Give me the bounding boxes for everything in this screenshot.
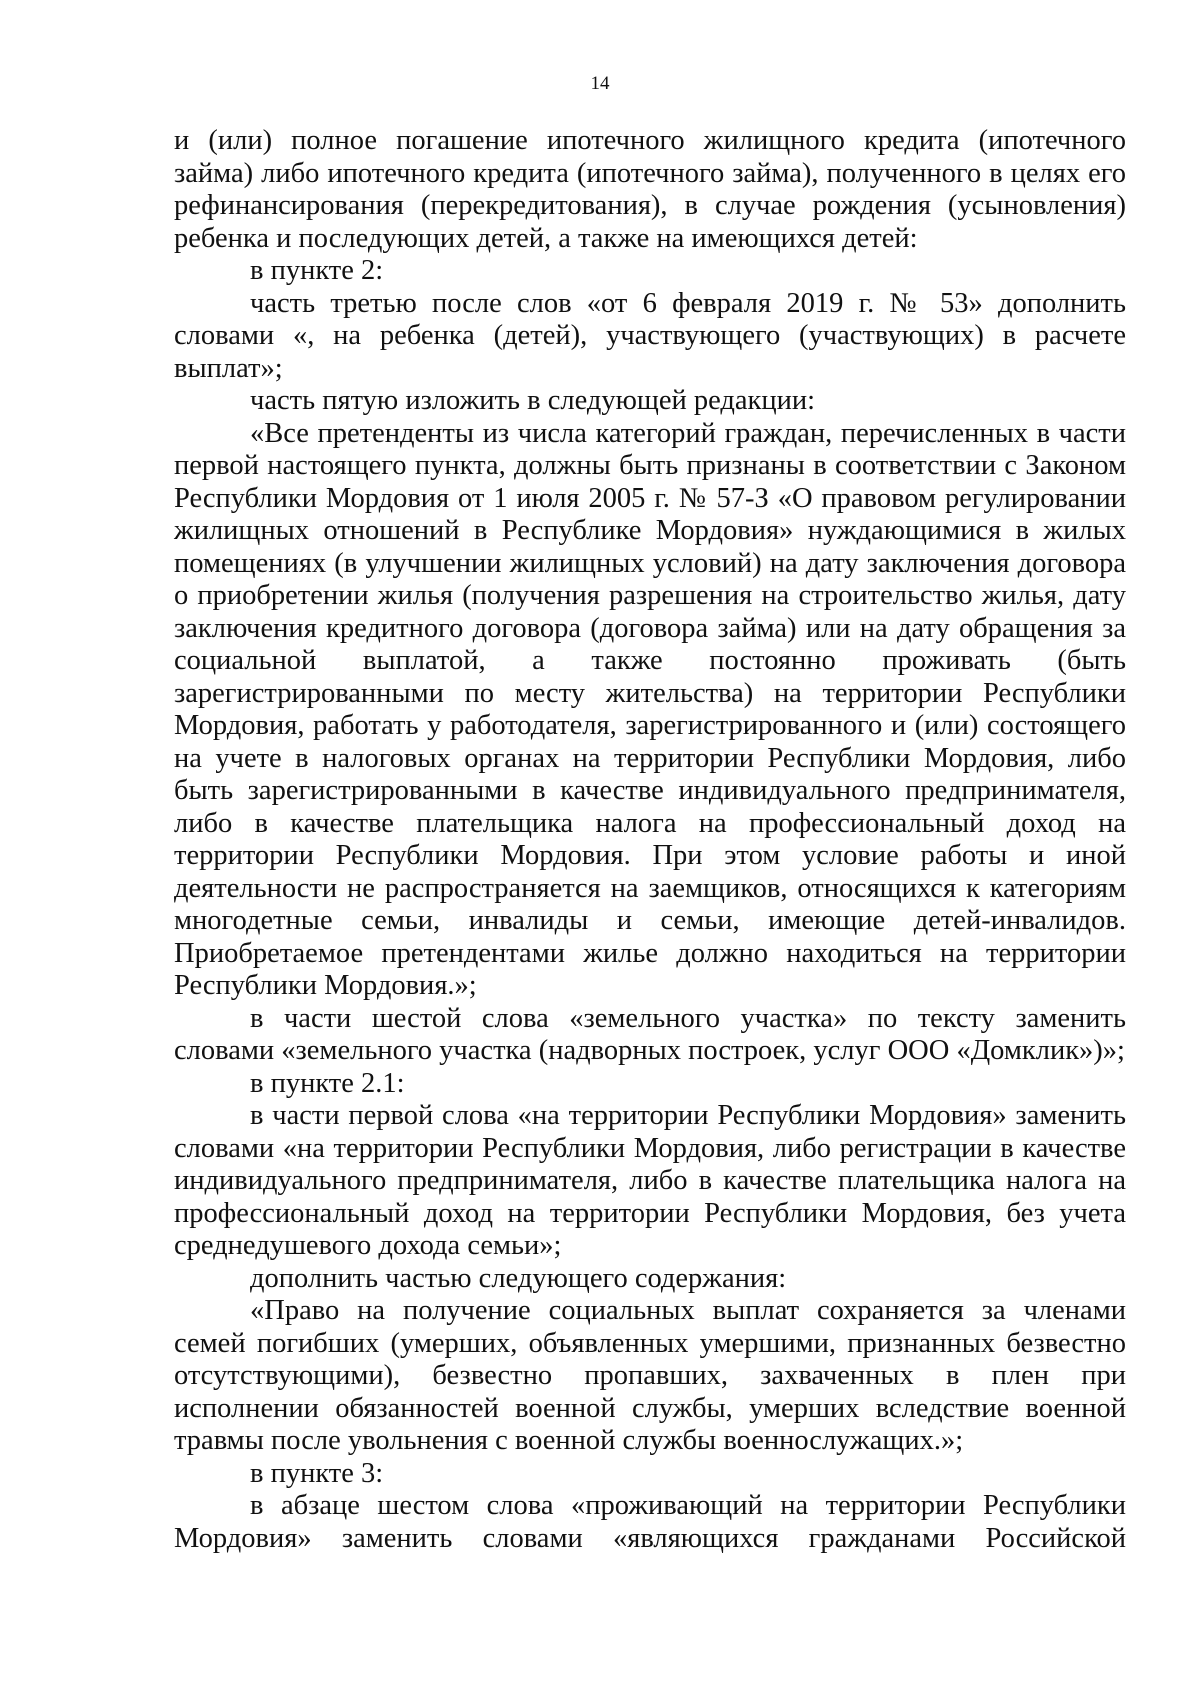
paragraph-social-payments-right: «Право на получение социальных выплат сохраняется за членами семей погибших (умерших, объявленных умершими, признанных безвестно отсутствующими), безвестно пропавших, захваченных в плен при исполнении обязанностей военной службы, умерших вследствие военной травмы после увольнения с военной службы военнослужащих.»;: [174, 1295, 1126, 1456]
paragraph-add-part-heading: дополнить частью следующего содержания:: [250, 1262, 787, 1294]
paragraph-continuation: и (или) полное погашение ипотечного жилищного кредита (ипотечного займа) либо ипотечного кредита (ипотечного займа), полученного в целях его рефинансирования (перекредитования), в случае рождения (усыновления) ребенка и последующих детей, а также на имеющихся детей:: [174, 125, 1126, 254]
paragraph-part-five-heading: часть пятую изложить в следующей редакции:: [250, 385, 816, 416]
paragraph-part-three-amendment: часть третью после слов «от 6 февраля 2019 г. № 53» дополнить словами «, на ребенка (детей), участвующего (участвующих) в расчете выплат»;: [174, 287, 1126, 384]
paragraph-point-3-heading: в пункте 3:: [250, 1457, 384, 1489]
paragraph-part-five-text: «Все претенденты из числа категорий граждан, перечисленных в части первой настоящего пункта, должны быть признаны в соответствии с Законом Республики Мордовия от 1 июля 2005 г. № 57-З «О правовом регулировании жилищных отношений в Республике Мордовия» нуждающимися в жилых помещениях (в улучшении жилищных условий) на дату заключения договора о приобретении жилья (получения разрешения на строительство жилья, дату заключения кредитного договора (договора займа) или на дату обращения за социальной выплатой, а также постоянно проживать (быть зарегистрированными по месту жительства) на территории Республики Мордовия, работать у работодателя, зарегистрированного и (или) состоящего на учете в налоговых органах на территории Республики Мордовия, либо быть зарегистрированными в качестве индивидуального предпринимателя, либо в качестве плательщика налога на профессиональный доход на территории Республики Мордовия. При этом условие работы и иной деятельности не распространяется на заемщиков, относящихся к категориям многодетные семьи, инвалиды и семьи, имеющие детей-инвалидов. Приобретаемое претендентами жилье должно находиться на территории Республики Мордовия.»;: [174, 417, 1126, 1001]
paragraph-part-one-amendment: в части первой слова «на территории Республики Мордовия» заменить словами «на территории Республики Мордовия, либо регистрации в качестве индивидуального предпринимателя, либо в качестве плательщика налога на профессиональный доход на территории Республики Мордовия, без учета среднедушевого дохода семьи»;: [174, 1100, 1126, 1261]
paragraph-point-2-1-heading: в пункте 2.1:: [250, 1067, 405, 1099]
paragraph-point-2-heading: в пункте 2:: [250, 255, 384, 286]
document-body: [174, 125, 1126, 1555]
page-number: 14: [590, 73, 610, 94]
paragraph-sixth-indent-amendment: в абзаце шестом слова «проживающий на территории Республики Мордовия» заменить словами «являющихся гражданами Российской: [174, 1490, 1126, 1554]
paragraph-part-six-amendment: в части шестой слова «земельного участка» по тексту заменить словами «земельного участка (надворных построек, услуг ООО «Домклик»)»;: [174, 1002, 1126, 1066]
